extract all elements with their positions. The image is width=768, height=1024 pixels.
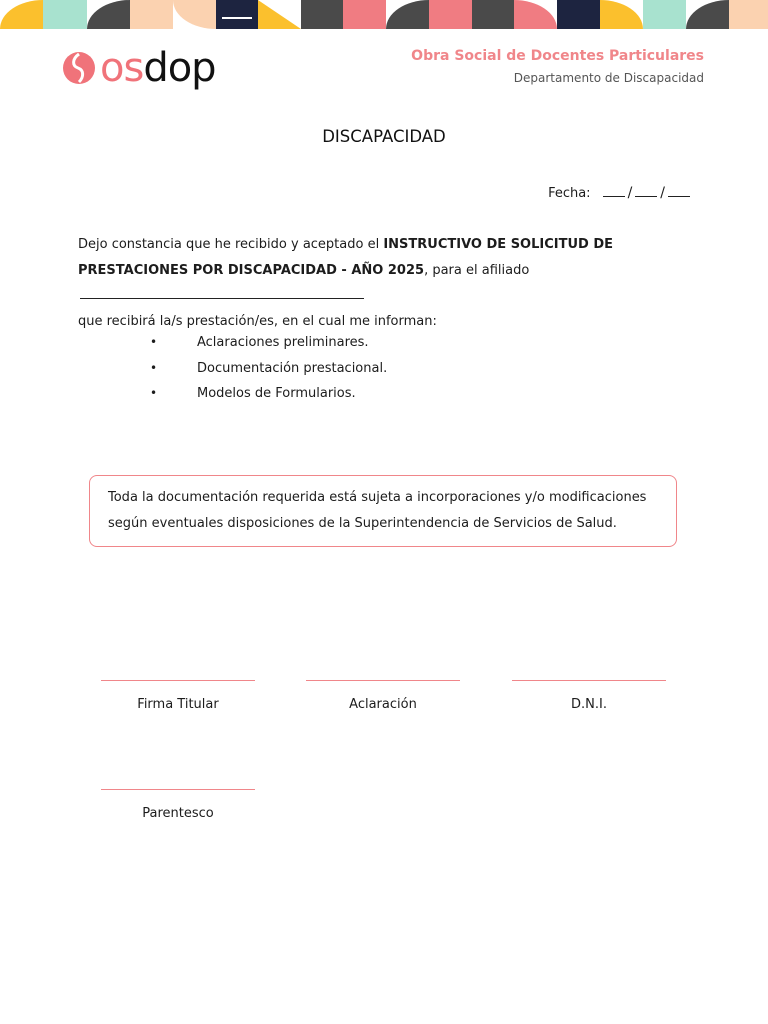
logo-mark-icon — [62, 51, 96, 85]
signature-label: D.N.I. — [571, 697, 607, 712]
declaration-closing: que recibirá la/s prestación/es, en el cual me informan: — [78, 313, 437, 329]
declaration-document-name: INSTRUCTIVO DE SOLICITUD DE PRESTACIONES POR DISCAPACIDAD - AÑO 2025 — [78, 237, 614, 278]
signature-line — [306, 680, 460, 681]
signature-label: Aclaración — [349, 697, 417, 712]
signature-line — [101, 789, 255, 790]
organization-header — [411, 48, 704, 85]
signature-parentesco — [101, 789, 255, 821]
bullet-list — [150, 330, 387, 407]
signature-titular — [101, 680, 255, 712]
signature-line — [512, 680, 666, 681]
declaration-intro: Dejo constancia que he recibido y aceptado el — [78, 237, 384, 252]
list-item: • Documentación prestacional. — [150, 356, 387, 382]
signature-label: Parentesco — [142, 806, 214, 821]
date-separator: / — [660, 185, 665, 201]
declaration-affiliate-text: , para el afiliado — [424, 262, 530, 278]
document-title: DISCAPACIDAD — [322, 127, 446, 146]
affiliate-name-blank — [80, 286, 364, 299]
date-month-blank — [635, 184, 657, 197]
signature-line — [101, 680, 255, 681]
bullet-icon: • — [150, 335, 158, 349]
department-name: Departamento de Discapacidad — [513, 71, 704, 85]
logo-text: osdop — [100, 45, 216, 91]
signature-aclaracion — [306, 680, 460, 712]
decorative-banner — [0, 0, 768, 29]
signature-label: Firma Titular — [137, 697, 219, 712]
list-item: • Modelos de Formularios. — [150, 381, 387, 407]
date-field — [548, 184, 690, 201]
organization-name: Obra Social de Docentes Particulares — [411, 48, 704, 64]
date-day-blank — [603, 184, 625, 197]
notice-box: Toda la documentación requerida está sujeta a incorporaciones y/o modificaciones según eventuales disposiciones de la Superintendencia de Servicios de Salud. — [89, 475, 677, 547]
date-label: Fecha: — [548, 186, 591, 201]
bullet-icon: • — [150, 360, 158, 375]
bullet-icon: • — [150, 386, 158, 400]
list-item: • Aclaraciones preliminares. — [150, 330, 387, 356]
date-year-blank — [668, 184, 690, 197]
osdop-logo — [62, 44, 216, 92]
declaration-paragraph — [78, 232, 688, 334]
date-separator: / — [627, 185, 633, 201]
signature-dni — [512, 680, 666, 712]
banner-pattern — [0, 0, 768, 29]
